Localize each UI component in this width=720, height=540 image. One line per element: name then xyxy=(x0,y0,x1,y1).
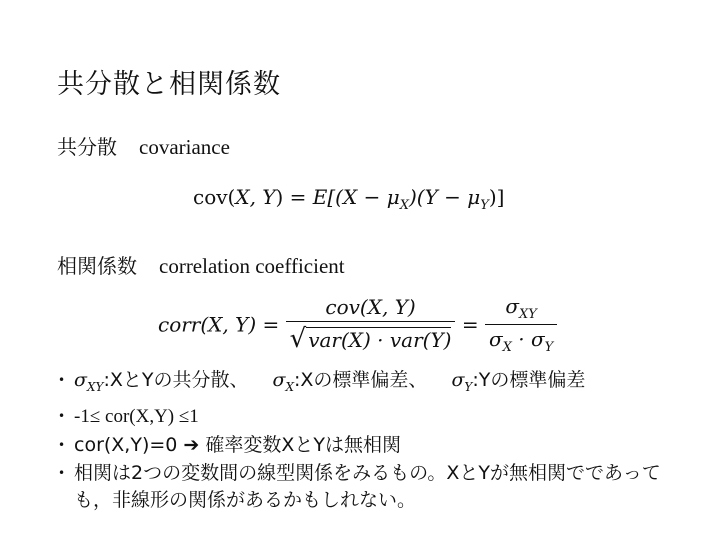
correlation-formula xyxy=(158,294,557,355)
correlation-label-en: correlation coefficient xyxy=(159,254,345,278)
bullet-text-sd-x: :Xの標準偏差、 xyxy=(294,369,428,391)
sigma-xy-symbol-sub: XY xyxy=(86,379,104,394)
sigma-y-symbol-sub: Y xyxy=(464,379,473,394)
cov-rhs-mid: )(Y − μ xyxy=(408,185,481,209)
sigma-fraction xyxy=(485,294,557,355)
bullet-linear-relation-text: 相関は2つの変数間の線型関係をみるもの。XとYが無相関でであっても，非線形の関係があるかもしれない。 xyxy=(74,461,661,511)
sigma-xy-sub: XY xyxy=(519,307,537,322)
cov-lhs-fn: cov( xyxy=(193,185,236,209)
corr-denominator: var(X) · var(Y) xyxy=(308,328,452,352)
sigma-x-symbol: σ xyxy=(272,369,286,391)
sigma-xy-symbol: σ xyxy=(74,369,87,391)
sigma-xy: σ xyxy=(505,294,519,318)
slide-title: 共分散と相関係数 xyxy=(57,69,281,100)
corr-numerator: cov(X, Y) xyxy=(325,295,416,319)
sigma-y-symbol: σ xyxy=(451,369,465,391)
cov-sub-x: X xyxy=(399,198,409,213)
covariance-label-jp: 共分散 xyxy=(57,135,117,159)
bullet-sigma-definitions xyxy=(58,366,698,402)
covariance-formula: cov(X, $Y) = E[(X - \mu_X)(Y - \mu_Y)]$ xyxy=(193,185,505,213)
sigma-dot: · σ xyxy=(511,327,545,351)
bullet-dot: • xyxy=(58,373,66,387)
covariance-label-en: covariance xyxy=(139,135,230,159)
cov-rhs-prefix: E[(X − μ xyxy=(312,185,400,209)
sigma-x: σ xyxy=(488,327,503,351)
bullet-dot: • xyxy=(58,437,66,452)
bullet-list xyxy=(58,366,698,514)
corr-lhs: corr(X, Y) = xyxy=(158,312,280,337)
sigma-x-symbol-sub: X xyxy=(285,379,295,394)
bullet-uncorrelated-text: cor(X,Y)=0 ➔ 確率変数XとYは無相関 xyxy=(74,433,401,456)
sigma-x-sub: X xyxy=(502,340,512,355)
bullet-range-text: -1≤ cor(X,Y) ≤1 xyxy=(74,405,199,427)
bullet-text-sd-y: :Yの標準偏差 xyxy=(472,369,586,391)
covariance-heading xyxy=(57,131,230,160)
cov-sub-y: Y xyxy=(480,198,489,213)
bullet-text-covariance: :XとYの共分散、 xyxy=(103,369,249,391)
bullet-linear-relation xyxy=(58,460,698,514)
bullet-uncorrelated xyxy=(58,431,698,460)
cov-lhs-args: X, Y xyxy=(235,185,276,209)
bullet-range xyxy=(58,402,698,431)
corr-fraction: $\frac{\text{cov(X, Y)}}{\text{√ var(X) · var(Y)}}$ xyxy=(286,295,456,354)
cov-rhs-end: )] xyxy=(488,185,505,209)
bullet-dot: • xyxy=(58,465,66,480)
corr-eq2: = xyxy=(461,312,479,337)
correlation-heading xyxy=(57,250,345,279)
sigma-y-sub: Y xyxy=(544,340,554,355)
bullet-dot: • xyxy=(58,408,66,423)
correlation-label-jp: 相関係数 xyxy=(57,254,137,278)
